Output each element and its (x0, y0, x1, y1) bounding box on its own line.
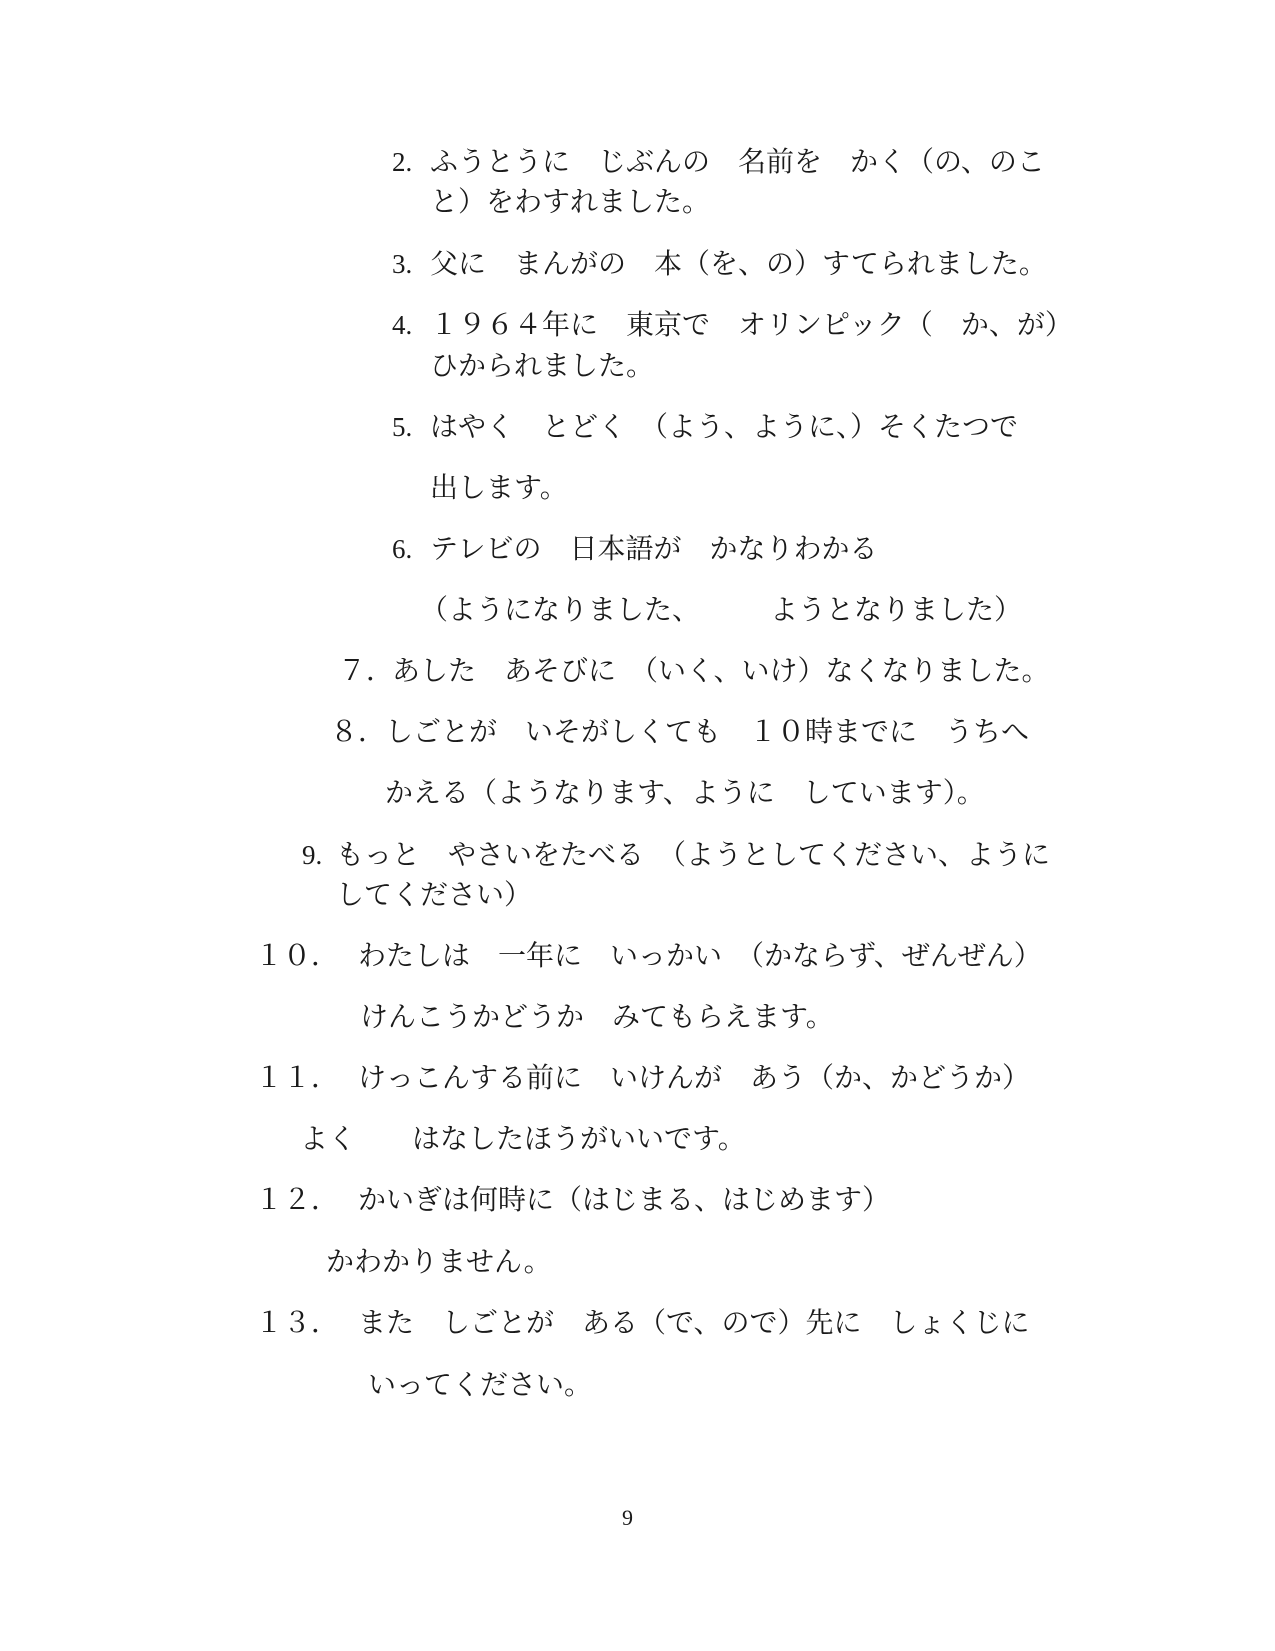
item-5-text-line-2: 出します。 (430, 471, 568, 504)
item-13-number: １３． (255, 1306, 340, 1339)
item-4-number: 4. (392, 310, 413, 340)
item-6-number: 6. (392, 534, 413, 564)
item-12-number: １２． (255, 1183, 340, 1216)
item-13-text-line-2: いってください。 (368, 1368, 593, 1401)
item-9-number: 9. (302, 840, 323, 870)
item-3-text-line-1: 父に まんがの 本（を、の）すてられました。 (430, 247, 1047, 280)
item-6-text-line-1: テレビの 日本語が かなりわかる (430, 532, 878, 565)
item-7-number: ７． (338, 654, 395, 687)
item-5-text-line-1: はやく とどく （よう、ように、）そくたつで (430, 410, 1019, 443)
item-3-number: 3. (392, 249, 413, 279)
item-11-number: １１． (255, 1061, 340, 1094)
item-9-text-line-1: もっと やさいをたべる （ようとしてください、ように (336, 838, 1051, 871)
item-8-number: ８． (330, 715, 387, 748)
item-12-text-line-1: かいぎは何時に（はじまる、はじめます） (358, 1183, 891, 1216)
item-11-text-line-2: よく はなしたほうがいいです。 (300, 1122, 746, 1155)
item-9-text-line-2: してください） (336, 878, 533, 911)
item-4-text-line-2: ひかられました。 (430, 349, 655, 382)
item-8-text-line-1: しごとが いそがしくても １０時までに うちへ (385, 715, 1030, 748)
item-6-text-line-2: （ようになりました、 ようとなりました） (420, 593, 1023, 626)
page-number: 9 (622, 1505, 633, 1530)
item-11-text-line-1: けっこんする前に いけんが あう（か、かどうか） (358, 1061, 1031, 1094)
item-2-text-line-2: と）をわすれました。 (430, 185, 711, 218)
item-10-text-line-2: けんこうかどうか みてもらえます。 (360, 1000, 834, 1033)
item-13-text-line-1: また しごとが ある（で、ので）先に しょくじに (358, 1306, 1030, 1339)
item-8-text-line-2: かえる（ようなります、ように しています）。 (385, 776, 985, 809)
item-2-text-line-1: ふうとうに じぶんの 名前を かく（の、のこ (430, 145, 1045, 178)
item-5-number: 5. (392, 412, 413, 442)
item-12-text-line-2: かわかりません。 (326, 1245, 552, 1278)
item-7-text-line-1: あした あそびに （いく、いけ）なくなりました。 (392, 654, 1050, 687)
item-10-number: １０． (255, 939, 340, 972)
item-10-text-line-1: わたしは 一年に いっかい （かならず、ぜんぜん） (358, 939, 1042, 972)
item-2-number: 2. (392, 147, 413, 177)
item-4-text-line-1: １９６４年に 東京で オリンピック（ か、が） (430, 308, 1073, 341)
